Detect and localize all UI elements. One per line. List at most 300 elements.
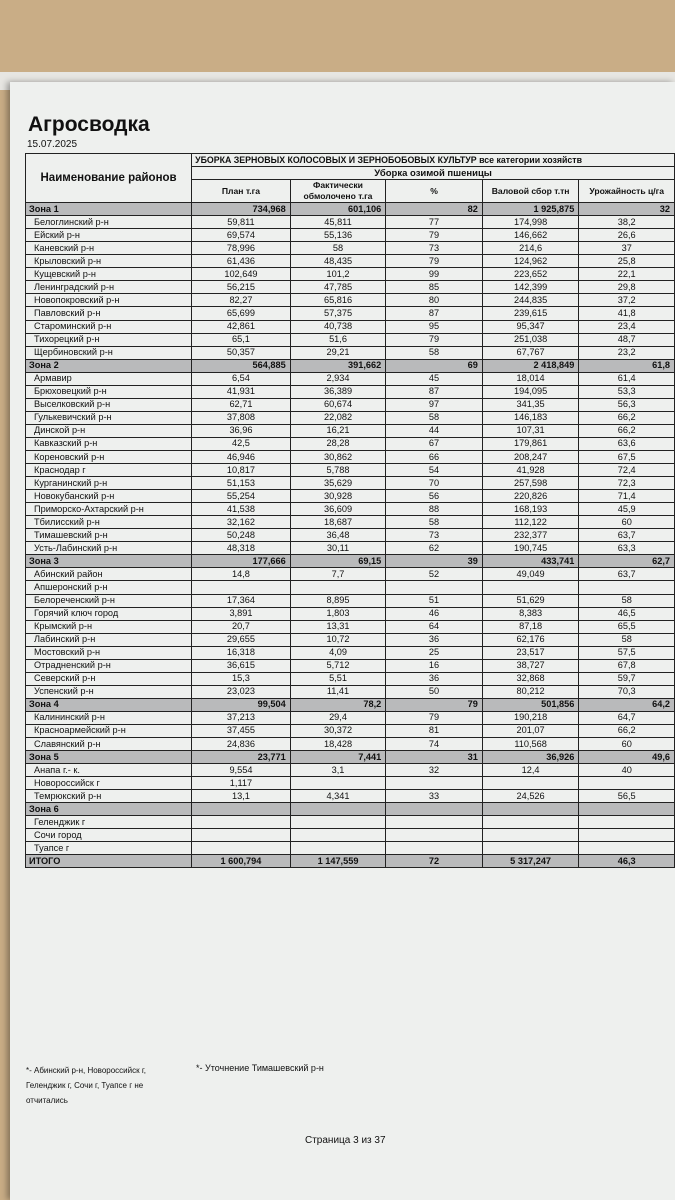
cell-gross: 146,662 — [482, 229, 579, 242]
cell-fact — [290, 581, 386, 594]
cell-yield: 46,3 — [579, 855, 675, 868]
cell-plan: 99,504 — [192, 698, 291, 711]
cell-fact: 28,28 — [290, 437, 386, 450]
cell-pct: 62 — [386, 542, 483, 555]
cell-gross: 80,212 — [482, 685, 579, 698]
cell-yield: 65,5 — [579, 620, 675, 633]
cell-fact: 30,928 — [290, 490, 386, 503]
cell-plan: 23,023 — [192, 685, 291, 698]
district-name: Краснодар г — [26, 464, 192, 477]
table-row — [26, 620, 675, 633]
cell-pct: 67 — [386, 437, 483, 450]
cell-fact: 47,785 — [290, 281, 386, 294]
cell-gross: 49,049 — [482, 568, 579, 581]
table-row — [26, 437, 675, 450]
cell-plan: 69,574 — [192, 229, 291, 242]
table-row — [26, 607, 675, 620]
cell-pct: 58 — [386, 346, 483, 359]
cell-pct: 79 — [386, 698, 483, 711]
district-name: Курганинский р-н — [26, 477, 192, 490]
table-row — [26, 724, 675, 737]
cell-gross: 2 418,849 — [482, 359, 579, 372]
table-row — [26, 646, 675, 659]
harvest-table — [25, 153, 675, 868]
district-name: Мостовский р-н — [26, 646, 192, 659]
district-name: Белоглинский р-н — [26, 216, 192, 229]
col-plan-header: План т.га — [192, 180, 291, 203]
cell-gross: 257,598 — [482, 477, 579, 490]
district-name: Зона 5 — [26, 751, 192, 764]
cell-yield: 23,2 — [579, 346, 675, 359]
cell-pct: 70 — [386, 477, 483, 490]
col-yield-header: Урожайность ц/га — [579, 180, 675, 203]
cell-fact: 60,674 — [290, 398, 386, 411]
table-row — [26, 672, 675, 685]
cell-pct: 87 — [386, 307, 483, 320]
footnote-unreported: *- Абинский р-н, Новороссийск г, Геленджик г, Сочи г, Туапсе г не отчитались — [26, 1066, 146, 1105]
cell-pct: 33 — [386, 790, 483, 803]
district-name: Лабинский р-н — [26, 633, 192, 646]
cell-gross: 32,868 — [482, 672, 579, 685]
table-row — [26, 346, 675, 359]
cell-gross: 341,35 — [482, 398, 579, 411]
district-name: Северский р-н — [26, 672, 192, 685]
cell-pct: 54 — [386, 464, 483, 477]
cell-plan: 37,808 — [192, 411, 291, 424]
district-name: Крыловский р-н — [26, 255, 192, 268]
cell-plan: 65,1 — [192, 333, 291, 346]
cell-pct: 16 — [386, 659, 483, 672]
cell-yield: 59,7 — [579, 672, 675, 685]
cell-plan: 734,968 — [192, 203, 291, 216]
cell-yield: 72,4 — [579, 464, 675, 477]
district-name: Кавказский р-н — [26, 437, 192, 450]
cell-pct: 88 — [386, 503, 483, 516]
district-name: Щербиновский р-н — [26, 346, 192, 359]
district-name: Отрадненский р-н — [26, 659, 192, 672]
cell-pct — [386, 829, 483, 842]
district-name: Кущевский р-н — [26, 268, 192, 281]
cell-fact: 30,372 — [290, 724, 386, 737]
cell-plan: 51,153 — [192, 477, 291, 490]
table-row — [26, 450, 675, 463]
table-row — [26, 542, 675, 555]
zone-row — [26, 359, 675, 372]
table-row — [26, 398, 675, 411]
cell-yield: 64,7 — [579, 711, 675, 724]
cell-yield: 67,5 — [579, 450, 675, 463]
cell-pct: 31 — [386, 751, 483, 764]
cell-pct: 87 — [386, 385, 483, 398]
cell-fact: 2,934 — [290, 372, 386, 385]
cell-pct: 45 — [386, 372, 483, 385]
cell-fact: 18,428 — [290, 738, 386, 751]
cell-yield: 63,6 — [579, 437, 675, 450]
table-row — [26, 633, 675, 646]
cell-fact: 7,7 — [290, 568, 386, 581]
cell-gross: 190,218 — [482, 711, 579, 724]
cell-plan: 29,655 — [192, 633, 291, 646]
cell-plan: 37,455 — [192, 724, 291, 737]
cell-yield: 72,3 — [579, 477, 675, 490]
cell-yield: 23,4 — [579, 320, 675, 333]
district-name: Апшеронский р-н — [26, 581, 192, 594]
cell-gross: 112,122 — [482, 516, 579, 529]
cell-fact: 22,082 — [290, 411, 386, 424]
cell-gross: 214,6 — [482, 242, 579, 255]
cell-gross: 67,767 — [482, 346, 579, 359]
cell-fact: 58 — [290, 242, 386, 255]
table-row — [26, 372, 675, 385]
cell-plan: 56,215 — [192, 281, 291, 294]
cell-plan: 6,54 — [192, 372, 291, 385]
cell-yield — [579, 581, 675, 594]
zone-row — [26, 203, 675, 216]
names-header: Наименование районов — [26, 154, 192, 203]
table-row — [26, 255, 675, 268]
cell-gross: 87,18 — [482, 620, 579, 633]
cell-gross — [482, 829, 579, 842]
cell-yield: 58 — [579, 633, 675, 646]
table-row — [26, 581, 675, 594]
cell-fact: 69,15 — [290, 555, 386, 568]
cell-yield: 71,4 — [579, 490, 675, 503]
table-row — [26, 685, 675, 698]
table-row — [26, 294, 675, 307]
cell-gross: 239,615 — [482, 307, 579, 320]
district-name: Темрюкский р-н — [26, 790, 192, 803]
cell-yield: 45,9 — [579, 503, 675, 516]
table-row — [26, 777, 675, 790]
cell-gross: 12,4 — [482, 764, 579, 777]
cell-fact: 65,816 — [290, 294, 386, 307]
cell-plan: 36,96 — [192, 424, 291, 437]
cell-pct — [386, 816, 483, 829]
table-row — [26, 816, 675, 829]
zone-row — [26, 751, 675, 764]
cell-fact: 8,895 — [290, 594, 386, 607]
cell-pct: 44 — [386, 424, 483, 437]
cell-gross: 244,835 — [482, 294, 579, 307]
district-name: Зона 4 — [26, 698, 192, 711]
col-pct-header: % — [386, 180, 483, 203]
cell-pct: 46 — [386, 607, 483, 620]
district-name: Зона 3 — [26, 555, 192, 568]
cell-yield: 48,7 — [579, 333, 675, 346]
table-row — [26, 790, 675, 803]
cell-fact — [290, 816, 386, 829]
cell-gross: 174,998 — [482, 216, 579, 229]
cell-plan: 23,771 — [192, 751, 291, 764]
cell-fact: 48,435 — [290, 255, 386, 268]
district-name: Новороссийск г — [26, 777, 192, 790]
cell-pct: 79 — [386, 255, 483, 268]
cell-gross: 232,377 — [482, 529, 579, 542]
cell-plan: 17,364 — [192, 594, 291, 607]
table-row — [26, 738, 675, 751]
cell-fact: 29,21 — [290, 346, 386, 359]
cell-yield: 37 — [579, 242, 675, 255]
cell-fact: 55,136 — [290, 229, 386, 242]
cell-yield: 26,6 — [579, 229, 675, 242]
cell-gross — [482, 581, 579, 594]
table-row — [26, 477, 675, 490]
table-row — [26, 307, 675, 320]
district-name: Успенский р-н — [26, 685, 192, 698]
cell-pct — [386, 842, 483, 855]
cell-plan: 37,213 — [192, 711, 291, 724]
cell-fact — [290, 842, 386, 855]
cell-plan: 65,699 — [192, 307, 291, 320]
district-name: Славянский р-н — [26, 738, 192, 751]
cell-plan — [192, 581, 291, 594]
cell-fact: 1,803 — [290, 607, 386, 620]
cell-fact: 101,2 — [290, 268, 386, 281]
cell-fact: 45,811 — [290, 216, 386, 229]
cell-pct: 79 — [386, 711, 483, 724]
cell-fact: 391,662 — [290, 359, 386, 372]
cell-yield: 58 — [579, 594, 675, 607]
cell-plan: 82,27 — [192, 294, 291, 307]
district-name: ИТОГО — [26, 855, 192, 868]
cell-pct: 79 — [386, 229, 483, 242]
cell-gross: 179,861 — [482, 437, 579, 450]
zone-row — [26, 698, 675, 711]
cell-fact: 18,687 — [290, 516, 386, 529]
cell-fact: 5,788 — [290, 464, 386, 477]
cell-plan: 78,996 — [192, 242, 291, 255]
cell-plan: 102,649 — [192, 268, 291, 281]
cell-yield — [579, 829, 675, 842]
cell-fact: 57,375 — [290, 307, 386, 320]
cell-fact: 36,48 — [290, 529, 386, 542]
cell-gross: 18,014 — [482, 372, 579, 385]
cell-yield: 22,1 — [579, 268, 675, 281]
district-name: Усть-Лабинский р-н — [26, 542, 192, 555]
district-name: Выселковский р-н — [26, 398, 192, 411]
cell-fact: 4,341 — [290, 790, 386, 803]
cell-plan: 42,5 — [192, 437, 291, 450]
cell-yield: 70,3 — [579, 685, 675, 698]
col-gross-header: Валовой сбор т.тн — [482, 180, 579, 203]
cell-pct: 74 — [386, 738, 483, 751]
table-row — [26, 320, 675, 333]
cell-pct: 95 — [386, 320, 483, 333]
cell-pct: 72 — [386, 855, 483, 868]
cell-fact: 1 147,559 — [290, 855, 386, 868]
cell-gross: 501,856 — [482, 698, 579, 711]
district-name: Динской р-н — [26, 424, 192, 437]
district-name: Кореновский р-н — [26, 450, 192, 463]
cell-yield: 63,7 — [579, 568, 675, 581]
cell-yield: 57,5 — [579, 646, 675, 659]
table-row — [26, 268, 675, 281]
report-date: 15.07.2025 — [27, 139, 78, 150]
cell-gross: 220,826 — [482, 490, 579, 503]
cell-gross: 95,347 — [482, 320, 579, 333]
cell-yield: 62,7 — [579, 555, 675, 568]
district-name: Каневский р-н — [26, 242, 192, 255]
table-row — [26, 594, 675, 607]
cell-plan — [192, 829, 291, 842]
cell-plan: 24,836 — [192, 738, 291, 751]
cell-pct — [386, 581, 483, 594]
cell-pct: 36 — [386, 633, 483, 646]
cell-yield: 64,2 — [579, 698, 675, 711]
page-title: Агросводка — [28, 113, 150, 136]
cell-fact: 16,21 — [290, 424, 386, 437]
cell-yield — [579, 816, 675, 829]
cell-fact — [290, 777, 386, 790]
cell-fact — [290, 803, 386, 816]
district-name: Павловский р-н — [26, 307, 192, 320]
cell-gross: 38,727 — [482, 659, 579, 672]
table-row — [26, 333, 675, 346]
cell-fact: 35,629 — [290, 477, 386, 490]
cell-pct: 77 — [386, 216, 483, 229]
cell-yield: 66,2 — [579, 411, 675, 424]
cell-plan: 55,254 — [192, 490, 291, 503]
cell-pct: 58 — [386, 516, 483, 529]
cell-yield: 37,2 — [579, 294, 675, 307]
district-name: Армавир — [26, 372, 192, 385]
cell-pct: 56 — [386, 490, 483, 503]
cell-plan — [192, 842, 291, 855]
cell-pct: 73 — [386, 242, 483, 255]
cell-pct: 66 — [386, 450, 483, 463]
district-name: Староминский р-н — [26, 320, 192, 333]
cell-plan: 16,318 — [192, 646, 291, 659]
cell-yield: 25,8 — [579, 255, 675, 268]
cell-yield: 29,8 — [579, 281, 675, 294]
cell-gross — [482, 777, 579, 790]
col-fact-header: Фактически обмолочено т.га — [290, 180, 386, 203]
district-name: Сочи город — [26, 829, 192, 842]
cell-pct: 64 — [386, 620, 483, 633]
cell-plan: 42,861 — [192, 320, 291, 333]
cell-pct: 80 — [386, 294, 483, 307]
cell-gross: 194,095 — [482, 385, 579, 398]
district-name: Крымский р-н — [26, 620, 192, 633]
cell-plan: 62,71 — [192, 398, 291, 411]
cell-yield: 56,5 — [579, 790, 675, 803]
district-name: Гулькевичский р-н — [26, 411, 192, 424]
cell-yield: 67,8 — [579, 659, 675, 672]
cell-gross: 142,399 — [482, 281, 579, 294]
cell-fact: 4,09 — [290, 646, 386, 659]
cell-gross: 433,741 — [482, 555, 579, 568]
table-row — [26, 464, 675, 477]
district-name: Зона 1 — [26, 203, 192, 216]
cell-plan: 15,3 — [192, 672, 291, 685]
zone-row — [26, 555, 675, 568]
cell-yield: 53,3 — [579, 385, 675, 398]
cell-yield: 66,2 — [579, 724, 675, 737]
table-row — [26, 411, 675, 424]
cell-fact: 40,738 — [290, 320, 386, 333]
main-header: УБОРКА ЗЕРНОВЫХ КОЛОСОВЫХ И ЗЕРНОБОБОВЫХ КУЛЬТУР все категории хозяйств — [192, 154, 675, 167]
cell-plan: 13,1 — [192, 790, 291, 803]
cell-yield: 32 — [579, 203, 675, 216]
cell-pct: 85 — [386, 281, 483, 294]
cell-plan: 564,885 — [192, 359, 291, 372]
cell-yield: 40 — [579, 764, 675, 777]
cell-gross: 1 925,875 — [482, 203, 579, 216]
cell-yield — [579, 842, 675, 855]
table-row — [26, 281, 675, 294]
cell-gross: 5 317,247 — [482, 855, 579, 868]
cell-pct: 69 — [386, 359, 483, 372]
table-row — [26, 516, 675, 529]
cell-pct: 99 — [386, 268, 483, 281]
district-name: Зона 6 — [26, 803, 192, 816]
cell-gross: 8,383 — [482, 607, 579, 620]
table-row — [26, 842, 675, 855]
district-name: Брюховецкий р-н — [26, 385, 192, 398]
cell-pct: 82 — [386, 203, 483, 216]
table-row — [26, 216, 675, 229]
cell-gross: 190,745 — [482, 542, 579, 555]
cell-yield — [579, 777, 675, 790]
cell-pct: 32 — [386, 764, 483, 777]
cell-fact: 5,51 — [290, 672, 386, 685]
cell-pct: 58 — [386, 411, 483, 424]
cell-yield: 60 — [579, 738, 675, 751]
district-name: Ейский р-н — [26, 229, 192, 242]
cell-gross: 36,926 — [482, 751, 579, 764]
cell-fact: 7,441 — [290, 751, 386, 764]
cell-yield: 38,2 — [579, 216, 675, 229]
cell-plan: 41,538 — [192, 503, 291, 516]
cell-fact: 30,862 — [290, 450, 386, 463]
cell-plan: 48,318 — [192, 542, 291, 555]
cell-plan: 32,162 — [192, 516, 291, 529]
cell-yield: 49,6 — [579, 751, 675, 764]
table-row — [26, 764, 675, 777]
cell-gross: 107,31 — [482, 424, 579, 437]
cell-pct: 73 — [386, 529, 483, 542]
cell-fact: 11,41 — [290, 685, 386, 698]
cell-fact — [290, 829, 386, 842]
cell-plan: 36,615 — [192, 659, 291, 672]
cell-plan: 9,554 — [192, 764, 291, 777]
table-row — [26, 829, 675, 842]
cell-yield: 46,5 — [579, 607, 675, 620]
cell-plan — [192, 803, 291, 816]
cell-fact: 3,1 — [290, 764, 386, 777]
cell-yield: 63,3 — [579, 542, 675, 555]
cell-gross: 223,652 — [482, 268, 579, 281]
cell-pct: 51 — [386, 594, 483, 607]
cell-gross: 201,07 — [482, 724, 579, 737]
cell-plan: 14,8 — [192, 568, 291, 581]
district-name: Тихорецкий р-н — [26, 333, 192, 346]
cell-gross — [482, 816, 579, 829]
zone-row — [26, 803, 675, 816]
sub-header: Уборка озимой пшеницы — [192, 167, 675, 180]
cell-gross: 110,568 — [482, 738, 579, 751]
table-row — [26, 529, 675, 542]
district-name: Приморско-Ахтарский р-н — [26, 503, 192, 516]
table-row — [26, 490, 675, 503]
district-name: Туапсе г — [26, 842, 192, 855]
table-row — [26, 242, 675, 255]
cell-pct: 97 — [386, 398, 483, 411]
cell-gross: 24,526 — [482, 790, 579, 803]
cell-pct: 50 — [386, 685, 483, 698]
cell-gross: 23,517 — [482, 646, 579, 659]
cell-fact: 78,2 — [290, 698, 386, 711]
